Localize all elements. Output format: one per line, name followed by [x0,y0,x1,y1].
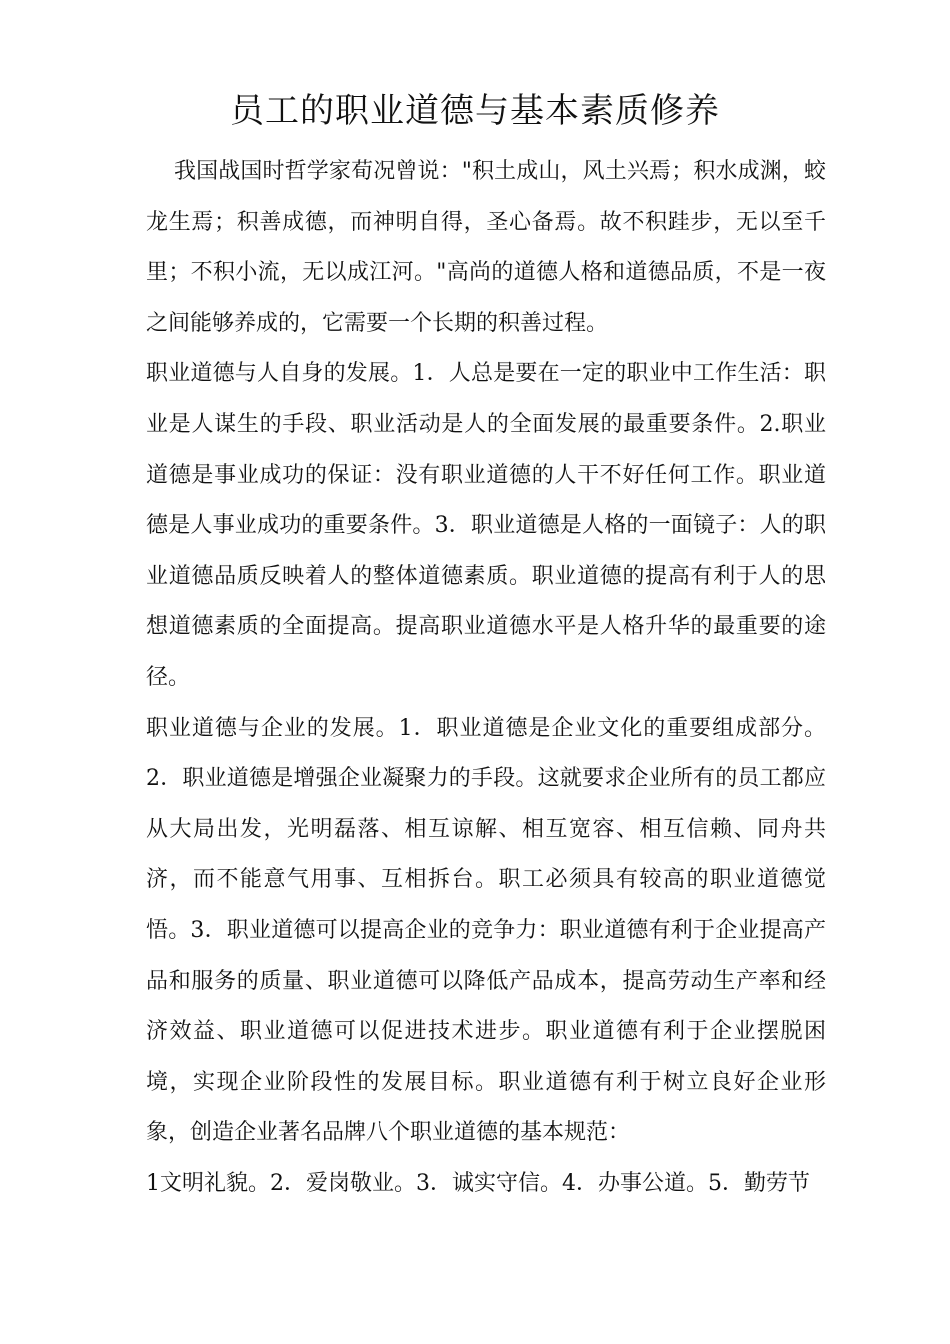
paragraph-xunkuang-quote: 我国战国时哲学家荀况曾说："积土成山，风土兴焉；积水成渊，蛟龙生焉；积善成德，而神明自得，圣心备焉。故不积跬步，无以至千里；不积小流，无以成江河。"高尚的道德人格和道德品质，不是一夜之间能够养成的，它需要一个长期的积善过程。 [146,159,826,336]
paragraph-personal-development: 职业道德与人自身的发展。1．人总是要在一定的职业中工作生活：职业是人谋生的手段、职业活动是人的全面发展的最重要条件。2.职业道德是事业成功的保证：没有职业道德的人干不好任何工作。职业道德是人事业成功的重要条件。3．职业道德是人格的一面镜子：人的职业道德品质反映着人的整体道德素质。职业道德的提高有利于人的思想道德素质的全面提高。提高职业道德水平是人格升华的最重要的途径。 [146,361,826,690]
paragraph-enterprise-development: 职业道德与企业的发展。1．职业道德是企业文化的重要组成部分。2．职业道德是增强企业凝聚力的手段。这就要求企业所有的员工都应从大局出发，光明磊落、相互谅解、相互宽容、相互信赖、同舟共济，而不能意气用事、互相拆台。职工必须具有较高的职业道德觉悟。3．职业道德可以提高企业的竞争力：职业道德有利于企业提高产品和服务的质量、职业道德可以降低产品成本，提高劳动生产率和经济效益、职业道德可以促进技术进步。职业道德有利于企业摆脱困境，实现企业阶段性的发展目标。职业道德有利于树立良好企业形象，创造企业著名品牌八个职业道德的基本规范： [146,715,826,1146]
paragraph-basic-norms: 1文明礼貌。2．爱岗敬业。3．诚实守信。4．办事公道。5．勤劳节 [146,1170,810,1196]
document-body [146,147,826,1209]
document-title: 员工的职业道德与基本素质修养 [230,91,720,131]
